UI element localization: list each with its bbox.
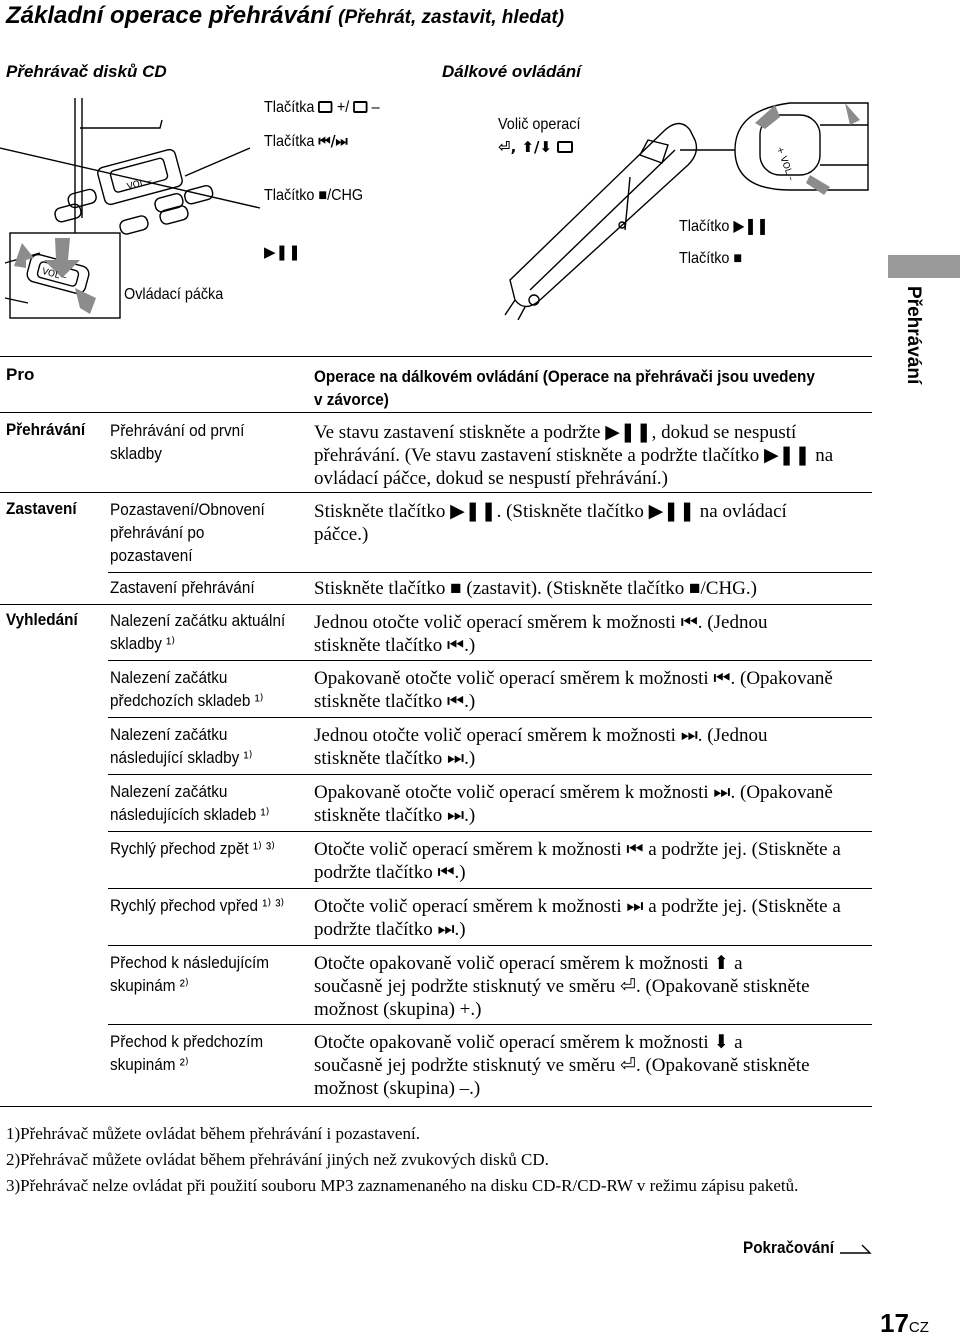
folder-icon: [318, 101, 332, 113]
continue-arrow-icon: [840, 1242, 872, 1256]
row-rule: [108, 717, 872, 718]
category-search: Vyhledání: [6, 610, 78, 629]
table-bottom-rule: [0, 1106, 872, 1107]
play-pause-icon: ▶❚❚: [264, 243, 301, 261]
footnote: 1)Přehrávač můžete ovládat během přehrávání i pozastavení.: [6, 1124, 420, 1143]
operation-text: Otočte opakovaně volič operací směrem k možnosti ⬆ a současně jej podržte stisknutý ve směru ⏎. (Opakovaně stiskněte možnost (skupina) +.): [314, 953, 810, 1020]
skip-icons: ⏮/⏭: [318, 132, 348, 150]
category-playback: Přehrávání: [6, 420, 86, 439]
side-tab-bar: [888, 255, 960, 278]
operation-text: Stiskněte tlačítko ▶❚❚. (Stiskněte tlačítko ▶❚❚ na ovládací páčce.): [314, 501, 787, 545]
function-text: Přechod k následujícím skupinám ²⁾: [110, 953, 270, 995]
jog-dial-icons: ⏎, ⬆/⬇: [498, 138, 573, 156]
footnote: 3)Přehrávač nelze ovládat při použití souboru MP3 zaznamenaného na disku CD-R/CD-RW v režimu zápisu paketů.: [6, 1176, 799, 1195]
column-header-for: Pro: [6, 365, 35, 384]
lever-label: Ovládací páčka: [124, 286, 224, 303]
category-stop: Zastavení: [6, 499, 77, 518]
cd-player-header: Přehrávač disků CD: [6, 62, 167, 81]
svg-text:+ VOL –: + VOL –: [773, 145, 796, 183]
row-rule: [108, 572, 872, 573]
row-rule: [108, 888, 872, 889]
function-text: Přehrávání od první skladby: [110, 421, 245, 463]
stop-chg-label: Tlačítko ■/CHG: [264, 187, 364, 204]
row-rule: [108, 831, 872, 832]
row-rule: [108, 945, 872, 946]
row-rule: [0, 492, 872, 493]
operation-text: Opakovaně otočte volič operací směrem k možnosti ⏮. (Opakovaně stiskněte tlačítko ⏮.): [314, 668, 833, 712]
folder-icon: [557, 141, 573, 153]
svg-text:VOL –: VOL –: [126, 176, 154, 193]
page-number: 17CZ: [880, 1308, 929, 1338]
table-top-rule: [0, 356, 872, 357]
function-text: Pozastavení/Obnovení přehrávání po pozastavení: [110, 500, 265, 565]
function-text: Rychlý přechod vpřed ¹⁾ ³⁾: [110, 896, 285, 915]
function-text: Rychlý přechod zpět ¹⁾ ³⁾: [110, 839, 275, 858]
jog-dial-label: Volič operací: [498, 116, 581, 133]
function-text: Zastavení přehrávání: [110, 578, 255, 597]
folder-buttons-label: Tlačítka +/ –: [264, 99, 380, 116]
remote-play-label: Tlačítko ▶❚❚: [679, 218, 769, 235]
operation-text: Ve stavu zastavení stiskněte a podržte ▶❚❚, dokud se nespustí přehrávání. (Ve stavu zastavení stiskněte a podržte tlačítko ▶❚❚ na ovládací páčce, dokud se nespustí přehrávání.): [314, 422, 834, 489]
svg-text:VOL –: VOL –: [40, 266, 68, 284]
remote-stop-label: Tlačítko ■: [679, 250, 743, 267]
function-text: Přechod k předchozím skupinám ²⁾: [110, 1032, 264, 1074]
header-rule: [0, 412, 872, 413]
side-tab-label: Přehrávání: [903, 286, 924, 385]
continue-label: Pokračování: [743, 1238, 834, 1257]
title-main: Základní operace přehrávání: [6, 2, 332, 29]
operation-text: Stiskněte tlačítko ■ (zastavit). (Stiskněte tlačítko ■/CHG.): [314, 578, 757, 599]
page-language: CZ: [908, 1319, 929, 1336]
footnote: 2)Přehrávač můžete ovládat během přehrávání jiných než zvukových disků CD.: [6, 1150, 549, 1169]
function-text: Nalezení začátku následující skladby ¹⁾: [110, 725, 253, 767]
remote-header: Dálkové ovládání: [442, 62, 581, 81]
skip-buttons-label: Tlačítka ⏮/⏭: [264, 132, 348, 150]
folder-icon: [353, 101, 367, 113]
row-rule: [108, 774, 872, 775]
operation-text: Otočte opakovaně volič operací směrem k možnosti ⬇ a současně jej podržte stisknutý ve směru ⏎. (Opakovaně stiskněte možnost (skupina) –.): [314, 1032, 810, 1099]
operation-text: Otočte volič operací směrem k možnosti ⏭ a podržte jej. (Stiskněte a podržte tlačítko ⏭.): [314, 896, 841, 940]
operation-text: Opakovaně otočte volič operací směrem k možnosti ⏭. (Opakovaně stiskněte tlačítko ⏭.): [314, 782, 833, 826]
page-title: [6, 2, 564, 30]
function-text: Nalezení začátku předchozích skladeb ¹⁾: [110, 668, 264, 710]
row-rule: [108, 1024, 872, 1025]
operation-text: Jednou otočte volič operací směrem k možnosti ⏮. (Jednou stiskněte tlačítko ⏮.): [314, 612, 768, 656]
operation-text: Otočte volič operací směrem k možnosti ⏮ a podržte jej. (Stiskněte a podržte tlačítko ⏮.): [314, 839, 841, 883]
title-subtitle: (Přehrát, zastavit, hledat): [338, 7, 565, 28]
operation-text: Jednou otočte volič operací směrem k možnosti ⏭. (Jednou stiskněte tlačítko ⏭.): [314, 725, 768, 769]
function-text: Nalezení začátku následujících skladeb ¹⁾: [110, 782, 270, 824]
column-header-operation: Operace na dálkovém ovládání (Operace na přehrávači jsou uvedeny v závorce): [314, 367, 815, 409]
function-text: Nalezení začátku aktuální skladby ¹⁾: [110, 611, 286, 653]
row-rule: [108, 660, 872, 661]
row-rule: [0, 604, 872, 605]
